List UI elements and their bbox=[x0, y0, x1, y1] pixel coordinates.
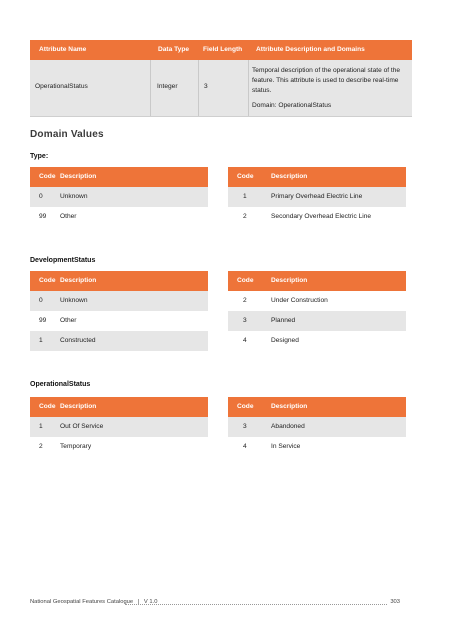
footer-version: V 1.0 bbox=[143, 599, 158, 605]
footer-title: National Geospatial Features Catalogue bbox=[30, 599, 134, 605]
code: 4 bbox=[243, 443, 247, 450]
table-row bbox=[228, 187, 406, 207]
description: Abandoned bbox=[271, 423, 305, 430]
table-row bbox=[30, 311, 208, 331]
description: Constructed bbox=[60, 337, 96, 344]
code: 99 bbox=[39, 213, 47, 220]
col-description: Description bbox=[271, 173, 308, 180]
attribute-length: 3 bbox=[204, 83, 208, 90]
code: 3 bbox=[243, 423, 247, 430]
table-row bbox=[228, 417, 406, 437]
description: Under Construction bbox=[271, 297, 328, 304]
col-code: Code bbox=[237, 173, 254, 180]
code: 2 bbox=[243, 213, 247, 220]
type-label: Type: bbox=[30, 153, 49, 160]
table-row bbox=[228, 311, 406, 331]
col-description: Description bbox=[60, 277, 97, 284]
description: Primary Overhead Electric Line bbox=[271, 193, 363, 200]
table-row bbox=[30, 437, 208, 457]
header-data-type: Data Type bbox=[158, 46, 190, 53]
domain-values-title: Domain Values bbox=[30, 129, 104, 140]
col-description: Description bbox=[271, 277, 308, 284]
description: In Service bbox=[271, 443, 301, 450]
development-table-right bbox=[228, 271, 406, 351]
code: 1 bbox=[243, 193, 247, 200]
description: Out Of Service bbox=[60, 423, 104, 430]
code: 4 bbox=[243, 337, 247, 344]
table-row bbox=[30, 417, 208, 437]
header-description: Attribute Description and Domains bbox=[256, 46, 365, 53]
description: Unknown bbox=[60, 297, 88, 304]
col-code: Code bbox=[39, 277, 56, 284]
code: 1 bbox=[39, 337, 43, 344]
type-table-right bbox=[228, 167, 406, 227]
attribute-table-header bbox=[30, 40, 412, 60]
operational-table-right bbox=[228, 397, 406, 457]
attribute-domain: Domain: OperationalStatus bbox=[252, 102, 332, 109]
attribute-type: Integer bbox=[157, 83, 178, 90]
col-code: Code bbox=[39, 403, 56, 410]
header-field-length: Field Length bbox=[203, 46, 243, 53]
development-status-label: DevelopmentStatus bbox=[30, 257, 96, 264]
table-row bbox=[228, 437, 406, 457]
attribute-row bbox=[30, 60, 412, 117]
operational-table-left bbox=[30, 397, 208, 457]
footer-separator: | bbox=[137, 599, 140, 605]
table-row bbox=[30, 187, 208, 207]
description: Temporary bbox=[60, 443, 92, 450]
code: 3 bbox=[243, 317, 247, 324]
table-row bbox=[228, 207, 406, 227]
table-row bbox=[30, 207, 208, 227]
code: 0 bbox=[39, 297, 43, 304]
col-description: Description bbox=[271, 403, 308, 410]
table-row bbox=[30, 331, 208, 351]
col-description: Description bbox=[60, 173, 97, 180]
col-code: Code bbox=[237, 277, 254, 284]
description: Other bbox=[60, 213, 77, 220]
attribute-table bbox=[30, 40, 412, 117]
description: Designed bbox=[271, 337, 299, 344]
description: Unknown bbox=[60, 193, 88, 200]
description: Other bbox=[60, 317, 77, 324]
development-table-left bbox=[30, 271, 208, 351]
type-table-left bbox=[30, 167, 208, 227]
table-row bbox=[30, 291, 208, 311]
code: 1 bbox=[39, 423, 43, 430]
table-row bbox=[228, 331, 406, 351]
header-attribute-name: Attribute Name bbox=[39, 46, 87, 53]
description: Secondary Overhead Electric Line bbox=[271, 213, 372, 220]
footer-dot-leader bbox=[125, 604, 387, 605]
description: Planned bbox=[271, 317, 296, 324]
attribute-description: Temporal description of the operational state of the feature. This attribute is used to describe real-time status. bbox=[252, 67, 401, 94]
code: 99 bbox=[39, 317, 47, 324]
page-footer bbox=[30, 599, 405, 609]
operational-status-label: OperationalStatus bbox=[30, 381, 91, 388]
code: 0 bbox=[39, 193, 43, 200]
col-description: Description bbox=[60, 403, 97, 410]
col-code: Code bbox=[237, 403, 254, 410]
col-code: Code bbox=[39, 173, 56, 180]
table-row bbox=[228, 291, 406, 311]
attribute-name: OperationalStatus bbox=[35, 83, 88, 90]
code: 2 bbox=[39, 443, 43, 450]
code: 2 bbox=[243, 297, 247, 304]
page-number: 303 bbox=[390, 599, 400, 605]
